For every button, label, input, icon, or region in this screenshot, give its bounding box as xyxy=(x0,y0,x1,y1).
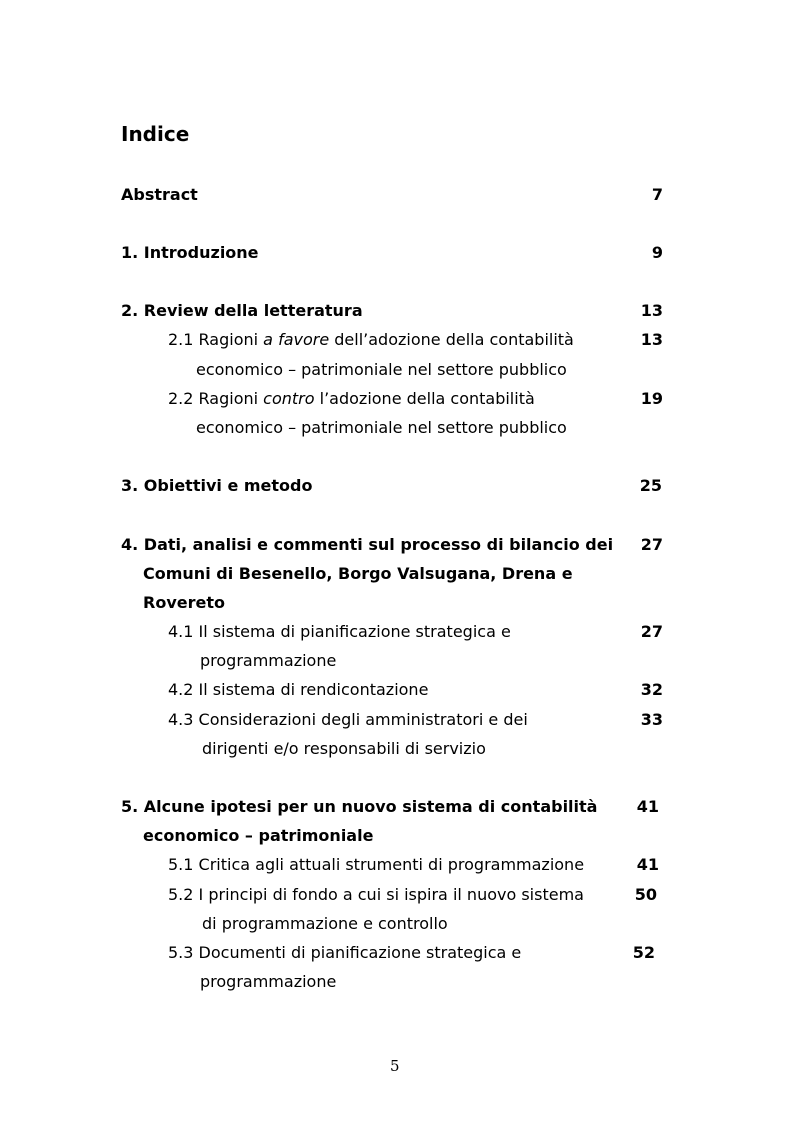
toc-entry-abstract[interactable]: Abstract xyxy=(121,185,198,204)
toc-page-s5-2: 50 xyxy=(634,885,657,904)
toc-entry-s2-1-pre: 2.1 Ragioni xyxy=(168,330,264,349)
toc-entry-ch3[interactable]: 3. Obiettivi e metodo xyxy=(121,476,313,495)
toc-page-s5-1: 41 xyxy=(636,855,659,874)
toc-entry-ch1[interactable]: 1. Introduzione xyxy=(121,243,259,262)
toc-title: Indice xyxy=(121,122,190,146)
toc-page-s4-1: 27 xyxy=(640,622,663,641)
toc-entry-s2-1-post: dell’adozione della contabilità xyxy=(329,330,574,349)
toc-entry-s4-3-continuation: dirigenti e/o responsabili di servizio xyxy=(202,739,486,758)
toc-entry-ch4-line2: Comuni di Besenello, Borgo Valsugana, Drena e xyxy=(143,564,573,583)
toc-entry-s5-2-continuation: di programmazione e controllo xyxy=(202,914,448,933)
toc-page-s5-3: 52 xyxy=(632,943,655,962)
toc-entry-ch5[interactable]: 5. Alcune ipotesi per un nuovo sistema di contabilità xyxy=(121,797,598,816)
toc-entry-s2-1[interactable] xyxy=(168,332,574,348)
toc-entry-s5-1[interactable]: 5.1 Critica agli attuali strumenti di programmazione xyxy=(168,855,585,874)
toc-entry-s4-3[interactable]: 4.3 Considerazioni degli amministratori e dei xyxy=(168,710,528,729)
toc-entry-s2-1-emphasis: a favore xyxy=(263,330,330,349)
toc-page-s4-3: 33 xyxy=(640,710,663,729)
toc-entry-s4-1[interactable]: 4.1 Il sistema di pianificazione strategica e xyxy=(168,622,511,641)
toc-page-s2-2: 19 xyxy=(640,389,663,408)
toc-page-ch3: 25 xyxy=(639,476,662,495)
toc-entry-ch4-line3: Rovereto xyxy=(143,593,225,612)
toc-entry-s5-3-continuation: programmazione xyxy=(200,972,337,991)
toc-entry-s2-2[interactable] xyxy=(168,391,535,407)
toc-entry-ch4[interactable]: 4. Dati, analisi e commenti sul processo di bilancio dei xyxy=(121,535,614,554)
toc-page-ch5: 41 xyxy=(636,797,659,816)
toc-page-s2-1: 13 xyxy=(640,330,663,349)
toc-entry-s2-2-post: l’adozione della contabilità xyxy=(314,389,535,408)
toc-entry-ch2[interactable]: 2. Review della letteratura xyxy=(121,301,363,320)
toc-entry-s5-3[interactable]: 5.3 Documenti di pianificazione strategica e xyxy=(168,943,522,962)
page-number: 5 xyxy=(390,1057,400,1075)
toc-page-ch2: 13 xyxy=(640,301,663,320)
toc-entry-s2-2-emphasis: contro xyxy=(263,389,315,408)
toc-entry-s2-2-pre: 2.2 Ragioni xyxy=(168,389,264,408)
toc-entry-s4-2[interactable]: 4.2 Il sistema di rendicontazione xyxy=(168,680,429,699)
toc-entry-ch5-line2: economico – patrimoniale xyxy=(143,826,374,845)
toc-page-ch4: 27 xyxy=(640,535,663,554)
toc-page-ch1: 9 xyxy=(651,243,663,262)
toc-entry-s5-2[interactable]: 5.2 I principi di fondo a cui si ispira il nuovo sistema xyxy=(168,885,584,904)
toc-entry-s4-1-continuation: programmazione xyxy=(200,651,337,670)
toc-entry-s2-2-continuation: economico – patrimoniale nel settore pubblico xyxy=(196,418,567,437)
toc-page-abstract: 7 xyxy=(651,185,663,204)
toc-page-s4-2: 32 xyxy=(640,680,663,699)
toc-entry-s2-1-continuation: economico – patrimoniale nel settore pubblico xyxy=(196,360,567,379)
